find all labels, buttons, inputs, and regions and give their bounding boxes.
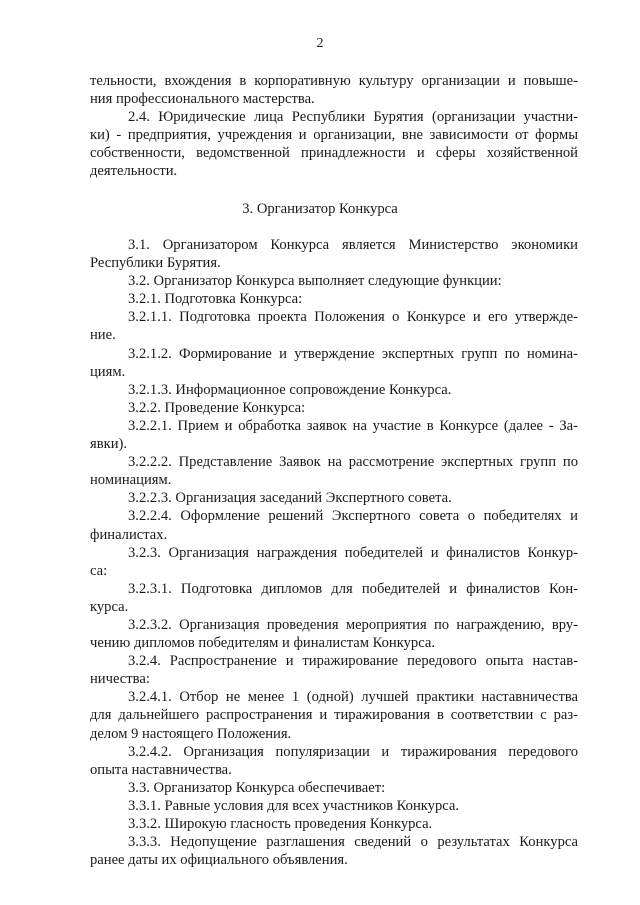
text-line: 3.2.1. Подготовка Конкурса: bbox=[128, 291, 303, 308]
paragraph bbox=[90, 544, 578, 580]
text-line: ки) - предприятия, учреждения и организации, вне зависимости от формы bbox=[90, 127, 578, 144]
text-line: 3.2.2.2. Представление Заявок на рассмотрение экспертных групп по bbox=[128, 454, 578, 471]
page-number: 2 bbox=[316, 36, 324, 51]
text-line: ранее даты их официального объявления. bbox=[90, 852, 348, 869]
text-line: 3.3. Организатор Конкурса обеспечивает: bbox=[128, 779, 386, 796]
paragraph bbox=[90, 688, 578, 742]
paragraph bbox=[90, 453, 578, 489]
text-line: 3.2.1.3. Информационное сопровождение Конкурса. bbox=[128, 381, 452, 398]
text-line: 3.2.4.2. Организация популяризации и тиражирования передового bbox=[128, 743, 578, 760]
text-line: 3.2.3. Организация награждения победителей и финалистов Конкур- bbox=[128, 544, 578, 561]
text-line: 3.3.2. Широкую гласность проведения Конкурса. bbox=[128, 816, 433, 832]
text-line: 2.4. Юридические лица Республики Бурятия (организации участни- bbox=[128, 109, 578, 126]
text-line: для дальнейшего распространения и тиражирования в соответствии с раз- bbox=[90, 707, 578, 724]
text-line: собственности, ведомственной принадлежности и сферы хозяйственной bbox=[90, 145, 578, 162]
text-line: курса. bbox=[90, 598, 129, 615]
text-line: номинациям. bbox=[90, 472, 172, 489]
paragraph bbox=[90, 399, 578, 417]
paragraph bbox=[90, 236, 578, 272]
text-line: ния профессионального мастерства. bbox=[90, 91, 315, 108]
text-line: 3.1. Организатором Конкурса является Министерство экономики bbox=[128, 237, 578, 253]
text-line: са: bbox=[90, 562, 108, 579]
paragraph bbox=[90, 616, 578, 652]
paragraph bbox=[90, 580, 578, 616]
text-line: 3.3.3. Недопущение разглашения сведений о результатах Конкурса bbox=[128, 834, 578, 851]
paragraph bbox=[90, 797, 578, 815]
text-line: опыта наставничества. bbox=[90, 761, 232, 778]
text-line: деятельности. bbox=[90, 163, 178, 180]
text-line: циям. bbox=[90, 363, 126, 380]
paragraph bbox=[90, 833, 578, 869]
text-block-top bbox=[90, 72, 578, 181]
paragraph bbox=[90, 652, 578, 688]
text-line: чению дипломов победителям и финалистам Конкурса. bbox=[90, 635, 435, 652]
text-line: 3.2.4.1. Отбор не менее 1 (одной) лучшей практики наставничества bbox=[128, 689, 578, 706]
paragraph bbox=[90, 72, 578, 108]
paragraph bbox=[90, 489, 578, 507]
paragraph bbox=[90, 815, 578, 833]
text-line: 3.3.1. Равные условия для всех участников Конкурса. bbox=[128, 797, 460, 814]
text-line: 3.2.3.1. Подготовка дипломов для победителей и финалистов Кон- bbox=[128, 580, 578, 597]
paragraph bbox=[90, 345, 578, 381]
text-line: тельности, вхождения в корпоративную культуру организации и повыше- bbox=[90, 73, 578, 89]
text-line: явки). bbox=[90, 436, 128, 453]
paragraph bbox=[90, 779, 578, 797]
paragraph bbox=[90, 272, 578, 290]
paragraph bbox=[90, 308, 578, 344]
text-line: 3.2.1.2. Формирование и утверждение экспертных групп по номина- bbox=[128, 345, 578, 362]
text-line: 3.2.2. Проведение Конкурса: bbox=[128, 399, 306, 416]
paragraph bbox=[90, 290, 578, 308]
text-line: финалистах. bbox=[90, 526, 168, 543]
paragraph bbox=[90, 108, 578, 180]
text-line: Республики Бурятия. bbox=[90, 255, 221, 272]
text-line: 3.2.2.4. Оформление решений Экспертного совета о победителях и bbox=[128, 508, 578, 525]
text-block-section-3 bbox=[90, 236, 578, 869]
text-line: 3.2.3.2. Организация проведения мероприятия по награждению, вру- bbox=[128, 616, 578, 633]
paragraph bbox=[90, 507, 578, 543]
text-line: 3.2.4. Распространение и тиражирование передового опыта настав- bbox=[128, 653, 578, 670]
text-line: 3.2. Организатор Конкурса выполняет следующие функции: bbox=[128, 273, 502, 290]
text-line: 3.2.1.1. Подготовка проекта Положения о Конкурсе и его утвержде- bbox=[128, 309, 578, 326]
paragraph bbox=[90, 417, 578, 453]
text-line: ничества: bbox=[90, 671, 150, 688]
paragraph bbox=[90, 381, 578, 399]
section-heading: 3. Организатор Конкурса bbox=[242, 201, 398, 217]
text-line: ние. bbox=[90, 327, 116, 344]
text-line: делом 9 настоящего Положения. bbox=[90, 725, 292, 742]
paragraph bbox=[90, 743, 578, 779]
text-line: 3.2.2.1. Прием и обработка заявок на участие в Конкурсе (далее - За- bbox=[128, 417, 578, 434]
text-line: 3.2.2.3. Организация заседаний Экспертного совета. bbox=[128, 490, 452, 507]
